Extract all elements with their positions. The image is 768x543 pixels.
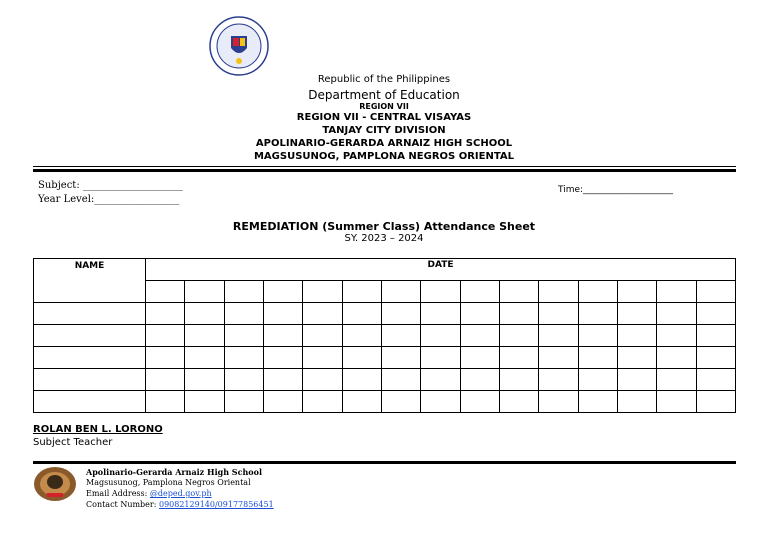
attendance-cell <box>421 303 460 325</box>
attendance-cell <box>696 347 735 369</box>
table-row <box>34 303 736 325</box>
attendance-cell <box>381 369 420 391</box>
attendance-cell <box>421 369 460 391</box>
attendance-cell <box>657 325 696 347</box>
attendance-cell <box>578 391 617 413</box>
footer-contact-number: 09082129140/09177856451 <box>158 500 274 509</box>
deped-seal-logo <box>209 16 269 76</box>
attendance-cell <box>460 347 499 369</box>
attendance-cell <box>185 347 224 369</box>
header-rule-thin <box>33 166 736 167</box>
attendance-cell <box>224 347 263 369</box>
attendance-cell <box>578 325 617 347</box>
name-cell <box>34 347 146 369</box>
attendance-cell <box>617 325 656 347</box>
attendance-cell <box>578 303 617 325</box>
attendance-cell <box>146 369 185 391</box>
school-logo <box>33 466 77 502</box>
attendance-cell <box>578 369 617 391</box>
region-code-line: REGION VII <box>359 102 409 111</box>
attendance-cell <box>460 325 499 347</box>
attendance-cell <box>381 303 420 325</box>
date-cell <box>578 281 617 303</box>
attendance-cell <box>578 347 617 369</box>
name-column-header: NAME <box>34 259 146 303</box>
attendance-cell <box>499 325 538 347</box>
teacher-name: ROLAN BEN L. LORONO <box>33 424 163 435</box>
subject-field: Subject: ____________________ <box>38 180 183 191</box>
attendance-cell <box>342 369 381 391</box>
region-name-line: REGION VII - CENTRAL VISAYAS <box>296 112 472 123</box>
attendance-cell <box>342 325 381 347</box>
date-cell <box>460 281 499 303</box>
attendance-cell <box>617 303 656 325</box>
attendance-cell <box>421 325 460 347</box>
date-cell <box>146 281 185 303</box>
date-cell <box>539 281 578 303</box>
attendance-cell <box>381 347 420 369</box>
attendance-cell <box>617 347 656 369</box>
attendance-cell <box>460 391 499 413</box>
table-row <box>34 325 736 347</box>
date-cell <box>657 281 696 303</box>
date-cell <box>263 281 302 303</box>
time-field: Time:____________________ <box>558 185 674 195</box>
attendance-cell <box>146 391 185 413</box>
school-line: APOLINARIO-GERARDA ARNAIZ HIGH SCHOOL <box>255 138 513 149</box>
attendance-cell <box>263 325 302 347</box>
table-row <box>34 369 736 391</box>
attendance-cell <box>342 391 381 413</box>
footer-email-link[interactable]: @deped.gov.ph <box>149 489 212 498</box>
attendance-cell <box>263 369 302 391</box>
year-level-field: Year Level:_________________ <box>38 194 180 205</box>
attendance-cell <box>696 391 735 413</box>
attendance-cell <box>657 347 696 369</box>
attendance-cell <box>421 347 460 369</box>
attendance-cell <box>657 303 696 325</box>
division-line: TANJAY CITY DIVISION <box>322 125 446 136</box>
attendance-cell <box>185 303 224 325</box>
attendance-cell <box>499 303 538 325</box>
attendance-cell <box>499 369 538 391</box>
attendance-cell <box>539 325 578 347</box>
date-cell <box>421 281 460 303</box>
name-cell <box>34 391 146 413</box>
footer-address: Magsusunog, Pamplona Negros Oriental <box>86 478 251 487</box>
date-cell <box>617 281 656 303</box>
attendance-cell <box>303 303 342 325</box>
attendance-cell <box>146 325 185 347</box>
name-cell <box>34 325 146 347</box>
republic-line: Republic of the Philippines <box>317 74 451 85</box>
attendance-cell <box>421 391 460 413</box>
date-cell <box>342 281 381 303</box>
date-cell <box>185 281 224 303</box>
attendance-cell <box>224 391 263 413</box>
attendance-cell <box>617 391 656 413</box>
attendance-cell <box>303 369 342 391</box>
table-row <box>34 347 736 369</box>
attendance-cell <box>381 325 420 347</box>
attendance-cell <box>224 369 263 391</box>
attendance-cell <box>657 391 696 413</box>
attendance-cell <box>146 347 185 369</box>
attendance-cell <box>224 325 263 347</box>
attendance-cell <box>539 303 578 325</box>
attendance-cell <box>696 303 735 325</box>
attendance-cell <box>617 369 656 391</box>
teacher-role: Subject Teacher <box>33 437 113 448</box>
date-column-header: DATE <box>146 259 736 281</box>
school-year: SY. 2023 – 2024 <box>344 233 424 244</box>
attendance-cell <box>342 303 381 325</box>
attendance-cell <box>146 303 185 325</box>
attendance-cell <box>460 303 499 325</box>
date-cell <box>224 281 263 303</box>
date-cell <box>303 281 342 303</box>
footer-contact-line <box>86 500 274 509</box>
attendance-cell <box>499 347 538 369</box>
attendance-cell <box>381 391 420 413</box>
footer-rule <box>33 461 736 464</box>
attendance-cell <box>224 303 263 325</box>
attendance-cell <box>303 325 342 347</box>
attendance-cell <box>185 391 224 413</box>
attendance-cell <box>342 347 381 369</box>
attendance-cell <box>303 391 342 413</box>
footer-contact-label: Contact Number: <box>86 500 157 509</box>
attendance-cell <box>185 325 224 347</box>
attendance-cell <box>185 369 224 391</box>
attendance-cell <box>696 325 735 347</box>
attendance-cell <box>303 347 342 369</box>
attendance-cell <box>499 391 538 413</box>
attendance-cell <box>539 369 578 391</box>
attendance-cell <box>539 347 578 369</box>
attendance-cell <box>263 303 302 325</box>
attendance-cell <box>539 391 578 413</box>
table-row <box>34 391 736 413</box>
attendance-cell <box>657 369 696 391</box>
sheet-title: REMEDIATION (Summer Class) Attendance Sheet <box>232 220 536 233</box>
date-cell <box>381 281 420 303</box>
footer-email-label: Email Address: <box>86 489 148 498</box>
name-cell <box>34 303 146 325</box>
date-cell <box>499 281 538 303</box>
name-cell <box>34 369 146 391</box>
header-rule-thick <box>33 169 736 172</box>
date-cell <box>696 281 735 303</box>
footer-school: Apolinario-Gerarda Arnaiz High School <box>86 467 262 477</box>
attendance-cell <box>263 347 302 369</box>
attendance-cell <box>696 369 735 391</box>
attendance-table <box>33 258 736 413</box>
attendance-cell <box>263 391 302 413</box>
footer-email-line <box>86 489 212 498</box>
address-line: MAGSUSUNOG, PAMPLONA NEGROS ORIENTAL <box>253 151 514 162</box>
attendance-cell <box>460 369 499 391</box>
department-line: Department of Education <box>308 88 460 102</box>
